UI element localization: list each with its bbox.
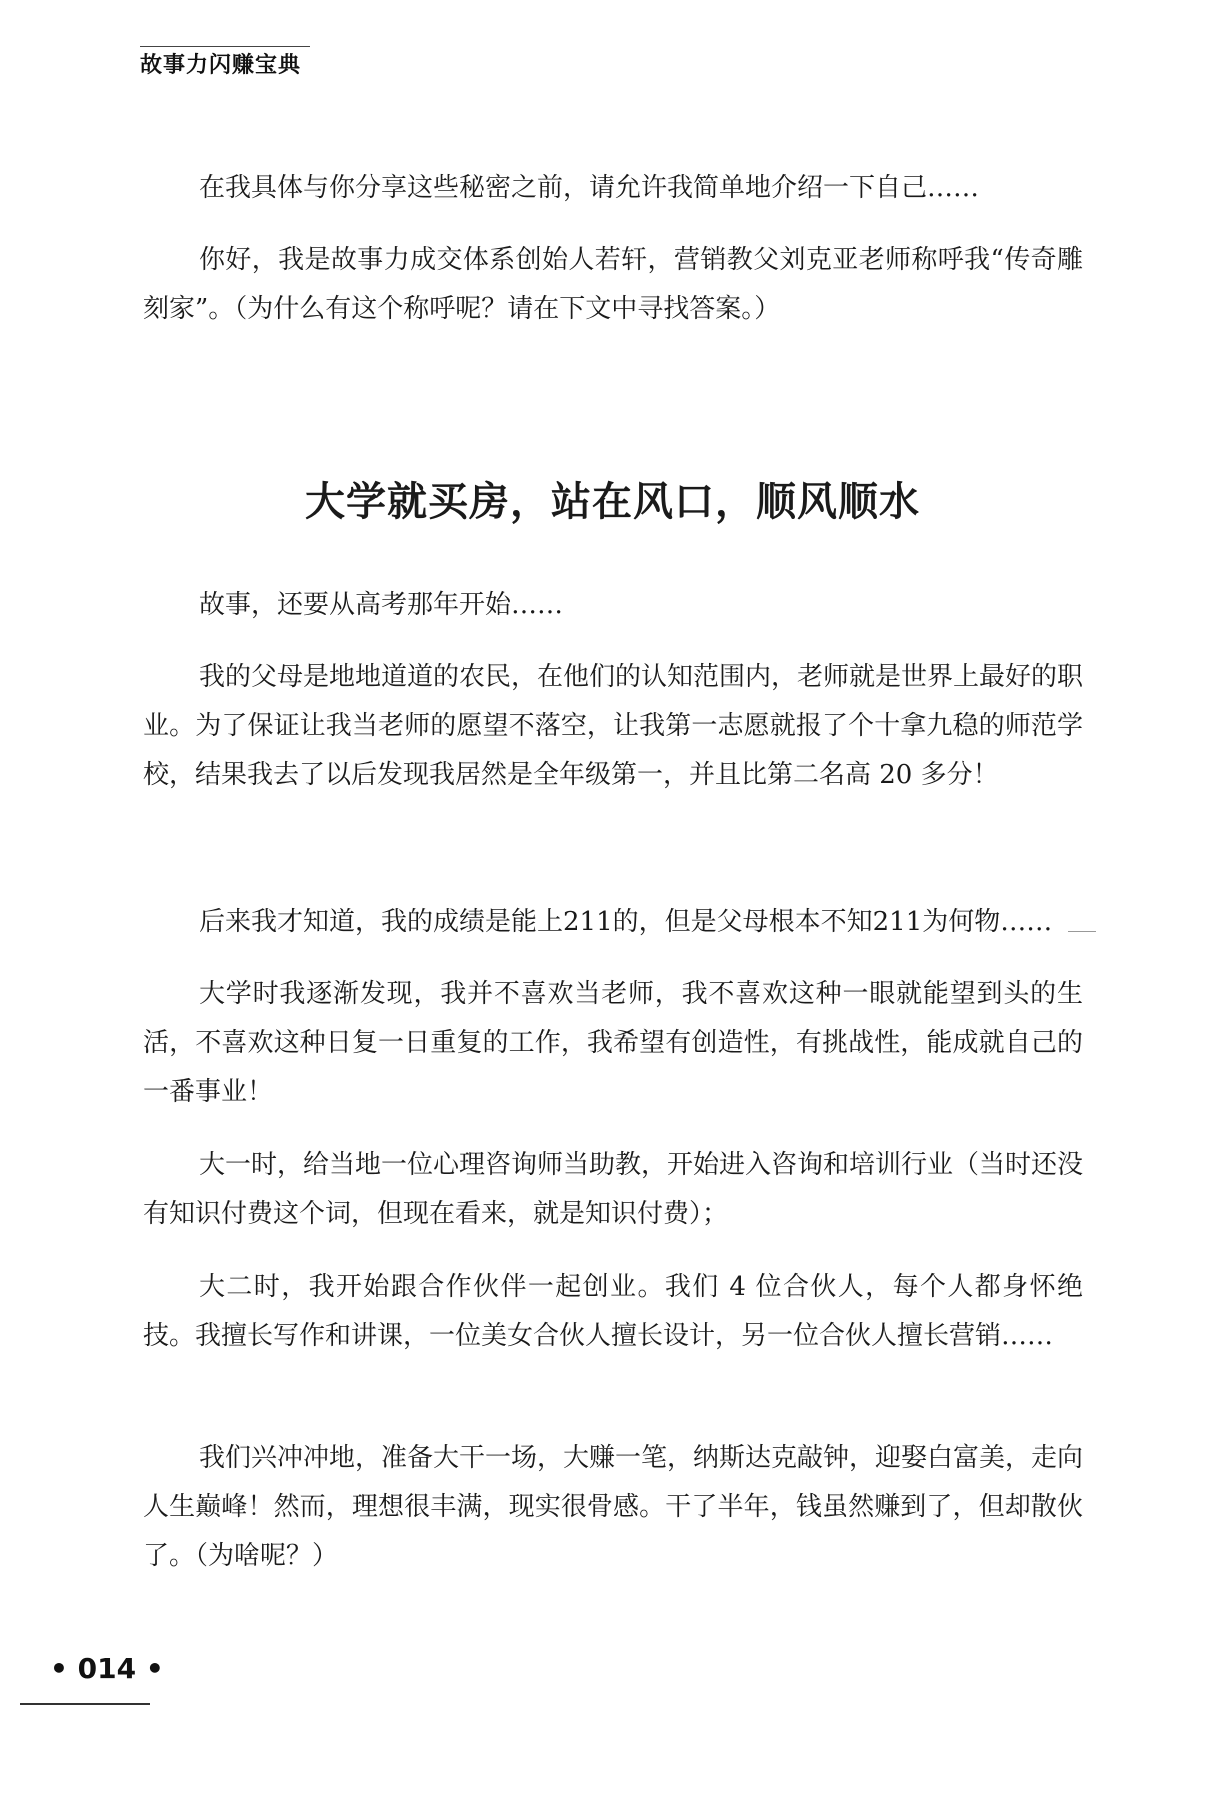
body-paragraph-3: 后来我才知道，我的成绩是能上211的，但是父母根本不知211为何物……: [199, 907, 1053, 937]
body-paragraph-5: 大一时，给当地一位心理咨询师当助教，开始进入咨询和培训行业（当时还没有知识付费这个词，但现在看来，就是知识付费）；: [143, 1150, 1084, 1229]
body-paragraph-1: 故事，还要从高考那年开始……: [199, 590, 564, 620]
running-head: 故事力闪赚宝典: [140, 53, 302, 78]
section-heading: 大学就买房，站在风口，顺风顺水: [305, 478, 920, 525]
margin-mark: [1068, 931, 1096, 932]
intro-paragraph-2: 你好，我是故事力成交体系创始人若轩，营销教父刘克亚老师称呼我“传奇雕刻家”。（为什么有这个称呼呢？请在下文中寻找答案。）: [143, 245, 1083, 324]
footer-rule: [20, 1703, 150, 1705]
body-paragraph-4: 大学时我逐渐发现，我并不喜欢当老师，我不喜欢这种一眼就能望到头的生活，不喜欢这种日复一日重复的工作，我希望有创造性，有挑战性，能成就自己的一番事业！: [143, 979, 1083, 1107]
body-paragraph-7: 我们兴冲冲地，准备大干一场，大赚一笔，纳斯达克敲钟，迎娶白富美，走向人生巅峰！然而，理想很丰满，现实很骨感。干了半年，钱虽然赚到了，但却散伙了。（为啥呢？）: [143, 1443, 1084, 1571]
running-head-rule: [140, 46, 310, 47]
body-paragraph-2: 我的父母是地地道道的农民，在他们的认知范围内，老师就是世界上最好的职业。为了保证让我当老师的愿望不落空，让我第一志愿就报了个十拿九稳的师范学校，结果我去了以后发现我居然是全年级第一，并且比第二名高 20 多分！: [143, 662, 1084, 790]
intro-paragraph-1: 在我具体与你分享这些秘密之前，请允许我简单地介绍一下自己……: [199, 173, 980, 203]
page-number: • 014 •: [50, 1652, 164, 1685]
body-paragraph-6: 大二时，我开始跟合作伙伴一起创业。我们 4 位合伙人，每个人都身怀绝技。我擅长写作和讲课，一位美女合伙人擅长设计，另一位合伙人擅长营销……: [143, 1272, 1083, 1351]
